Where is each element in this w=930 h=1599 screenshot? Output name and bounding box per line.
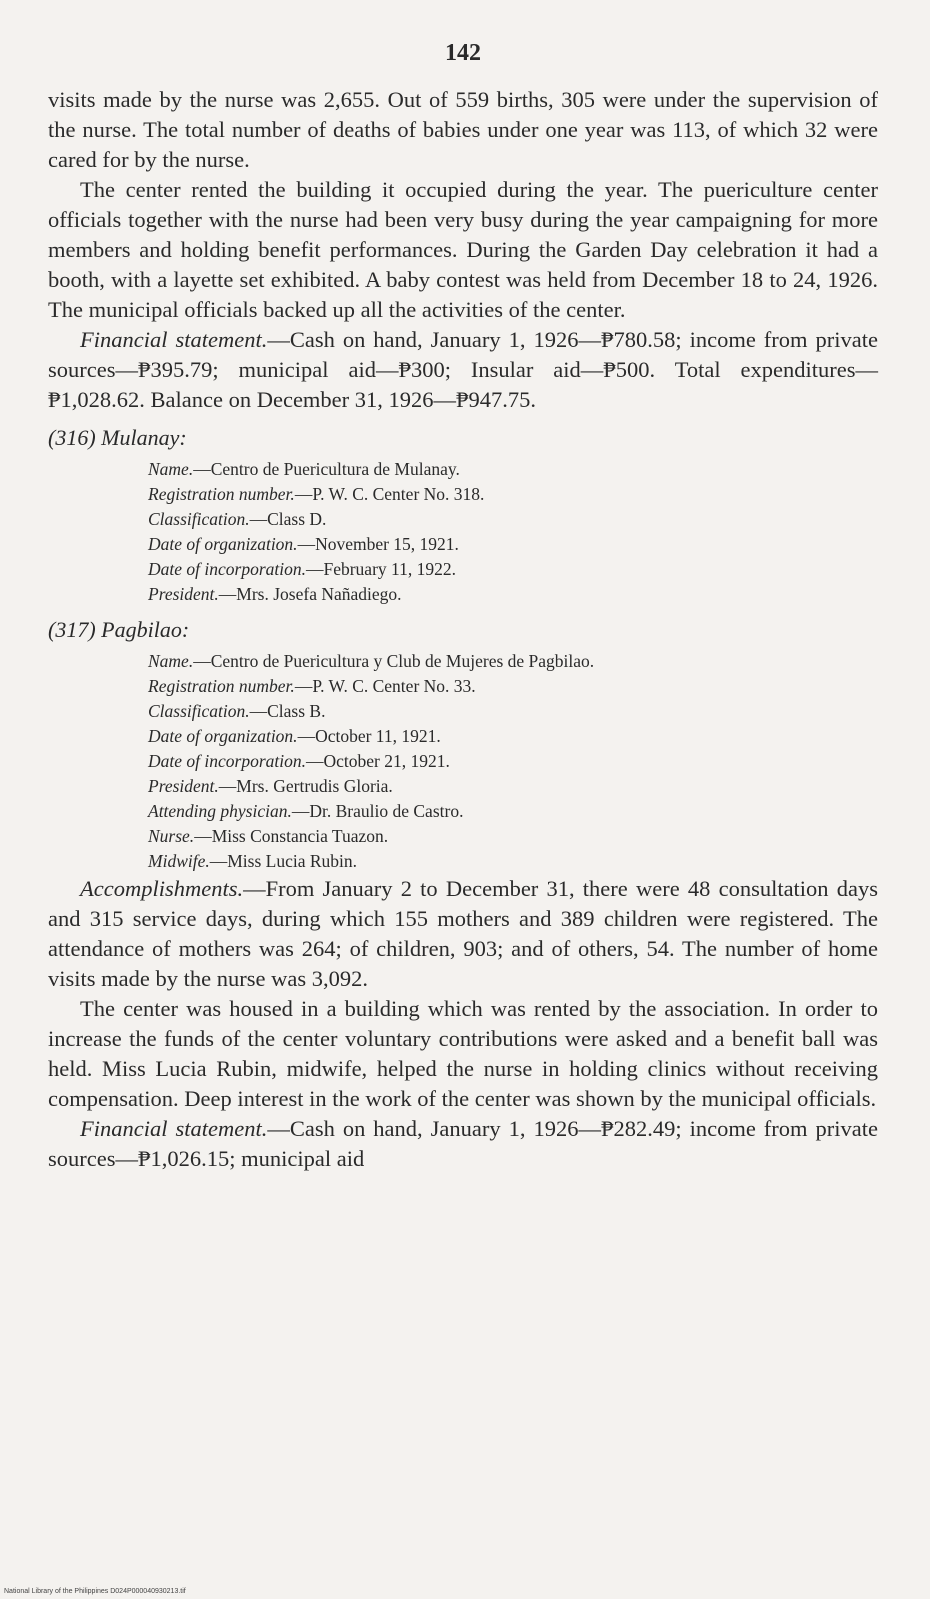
paragraph-2: The center rented the building it occupied during the year. The puericulture center officials together with the nurse had been very busy during the year campaigning for more members and holding benefit performances. During the Garden Day celebration it had a booth, with a layette set exhibited. A baby contest was held from December 18 to 24, 1926. The municipal officials backed up all the activities of the center. <box>48 177 878 322</box>
field-registration <box>148 674 878 699</box>
field-value: —Dr. Braulio de Castro. <box>291 801 464 821</box>
field-registration <box>148 482 878 507</box>
entry-317-number: (317) <box>48 617 96 642</box>
field-value: —February 11, 1922. <box>305 559 457 579</box>
field-value: —Miss Constancia Tuazon. <box>194 826 389 846</box>
field-label: Classification. <box>148 701 250 721</box>
entry-316-heading <box>48 425 878 451</box>
field-value: —Miss Lucia Rubin. <box>209 851 358 871</box>
field-label: Attending physician. <box>148 801 292 821</box>
financial-text-2: —Cash on hand, January 1, 1926—₱282.49; income from private sources—₱1,026.15; municipal aid <box>48 1116 878 1171</box>
field-value: —November 15, 1921. <box>297 534 459 554</box>
field-label: President. <box>148 584 219 604</box>
field-president <box>148 582 878 607</box>
field-incorporation <box>148 749 878 774</box>
scan-footer: National Library of the Philippines D024P000040930213.tif <box>4 1588 186 1595</box>
field-organization <box>148 724 878 749</box>
paragraph-accomplishments <box>48 874 878 994</box>
entry-317-fields <box>148 649 878 874</box>
paragraph-financial-1 <box>48 325 878 415</box>
field-incorporation <box>148 557 878 582</box>
field-value: —Mrs. Josefa Nañadiego. <box>218 584 402 604</box>
entry-316-place: Mulanay: <box>101 425 187 450</box>
entry-317 <box>48 617 878 874</box>
entry-317-heading <box>48 617 878 643</box>
field-value: —Centro de Puericultura de Mulanay. <box>193 459 460 479</box>
financial-label-1: Financial statement. <box>80 327 268 352</box>
entry-317-place: Pagbilao: <box>101 617 190 642</box>
paragraph-financial-2 <box>48 1114 878 1174</box>
paragraph-1: visits made by the nurse was 2,655. Out of 559 births, 305 were under the supervision of the nurse. The total number of deaths of babies under one year was 113, of which 32 were cared for by the nurse. <box>48 87 878 172</box>
entry-316-number: (316) <box>48 425 96 450</box>
field-value: —Mrs. Gertrudis Gloria. <box>218 776 393 796</box>
accomplishments-label: Accomplishments. <box>80 876 244 901</box>
field-value: —Class D. <box>249 509 327 529</box>
field-value: —October 21, 1921. <box>305 751 450 771</box>
field-value: —Class B. <box>249 701 326 721</box>
field-organization <box>148 532 878 557</box>
field-president <box>148 774 878 799</box>
field-value: —P. W. C. Center No. 318. <box>294 484 485 504</box>
field-physician <box>148 799 878 824</box>
field-name <box>148 649 878 674</box>
field-label: President. <box>148 776 219 796</box>
field-label: Registration number. <box>148 676 295 696</box>
paragraph-5: The center was housed in a building which was rented by the association. In order to increase the funds of the center voluntary contributions were asked and a benefit ball was held. Miss Lucia Rubin, midwife, helped the nurse in holding clinics without receiving compensation. Deep interest in the work of the center was shown by the municipal officials. <box>48 996 878 1111</box>
field-label: Name. <box>148 651 194 671</box>
field-value: —October 11, 1921. <box>297 726 441 746</box>
accomplishments-text: —From January 2 to December 31, there were 48 consultation days and 315 service days, during which 155 mothers and 389 children were registered. The attendance of mothers was 264; of children, 903; and of others, 54. The number of home visits made by the nurse was 3,092. <box>48 876 878 991</box>
field-classification <box>148 699 878 724</box>
field-classification <box>148 507 878 532</box>
entry-316-fields <box>148 457 878 607</box>
field-label: Registration number. <box>148 484 295 504</box>
field-label: Date of organization. <box>148 726 298 746</box>
field-label: Date of incorporation. <box>148 751 306 771</box>
field-label: Classification. <box>148 509 250 529</box>
field-label: Date of incorporation. <box>148 559 306 579</box>
entry-316 <box>48 425 878 607</box>
financial-label-2: Financial statement. <box>80 1116 268 1141</box>
field-value: —P. W. C. Center No. 33. <box>294 676 476 696</box>
financial-text-1: —Cash on hand, January 1, 1926—₱780.58; income from private sources—₱395.79; municipal aid—₱300; Insular aid—₱500. Total expenditures—₱1,028.62. Balance on December 31, 1926—₱947.75. <box>48 327 878 412</box>
field-name <box>148 457 878 482</box>
page-number: 142 <box>445 40 481 66</box>
field-label: Nurse. <box>148 826 195 846</box>
field-label: Date of organization. <box>148 534 298 554</box>
field-value: —Centro de Puericultura y Club de Mujeres de Pagbilao. <box>193 651 595 671</box>
field-midwife <box>148 849 878 874</box>
field-label: Name. <box>148 459 194 479</box>
field-label: Midwife. <box>148 851 210 871</box>
field-nurse <box>148 824 878 849</box>
document-page <box>48 40 878 1174</box>
